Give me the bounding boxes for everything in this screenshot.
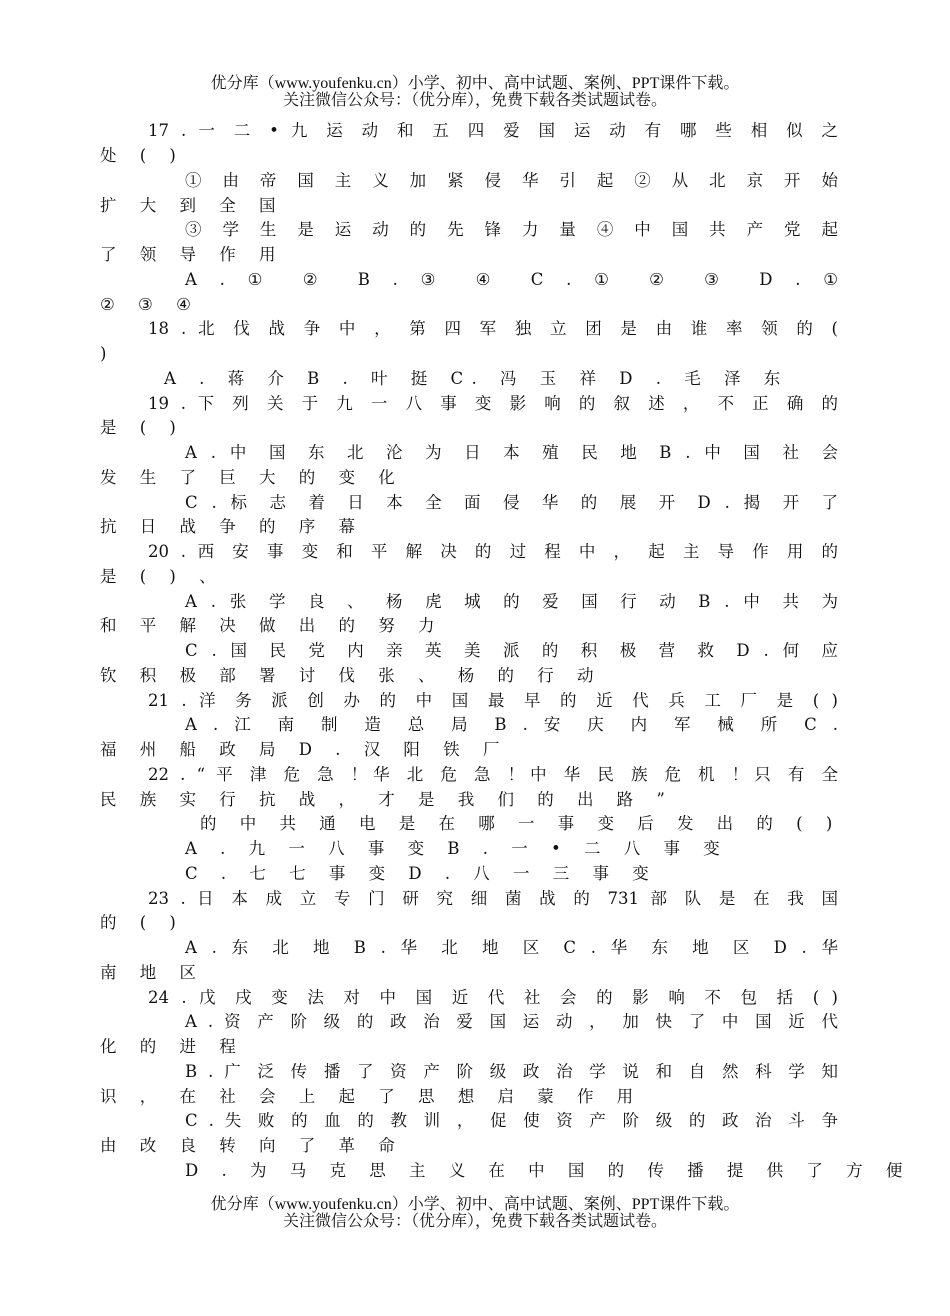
q22-options-ab: A . 九 一 八 事 变 B . 一 • 二 八 事 变 [185, 839, 729, 858]
q20-options-ab: A . 张 学 良 、 杨 虎 城 的 爱 国 行 动 B . 中 共 为 [185, 592, 838, 611]
footer-site-line: 优分库（www.youfenku.cn）小学、初中、高中试题、案例、PPT课件下载。 [210, 1196, 740, 1213]
q19-stem-cont: 是 ( ) [100, 418, 185, 437]
q20-options-cd-cont: 钦 积 极 部 署 讨 伐 张 、 杨 的 行 动 [100, 666, 603, 685]
q17-stem: 17 . 一 二 • 九 运 动 和 五 四 爱 国 运 动 有 哪 些 相 似 之 [148, 121, 838, 140]
q18-options: A . 蒋 介 B . 叶 挺 C. 冯 玉 祥 D . 毛 泽 东 [164, 369, 790, 388]
q23-options: A . 东 北 地 B . 华 北 地 区 C . 华 东 地 区 D . 华 [185, 938, 838, 957]
q20-options-ab-cont: 和 平 解 决 做 出 的 努 力 [100, 616, 444, 635]
q18-stem-cont: ) [100, 344, 116, 363]
q22-stem-cont: 民 族 实 行 抗 战 ， 才 是 我 们 的 出 路 ” [100, 790, 674, 809]
q19-options-cd: C . 标 志 着 日 本 全 面 侵 华 的 展 开 D . 揭 开 了 [185, 493, 838, 512]
footer-wechat-line: 关注微信公众号：（优分库），免费下载各类试题试卷。 [282, 1213, 667, 1230]
q23-options-cont: 南 地 区 [100, 963, 205, 982]
q19-options-ab: A . 中 国 东 北 沦 为 日 本 殖 民 地 B . 中 国 社 会 [185, 443, 838, 462]
q22-stem: 22 . “ 平 津 危 急 ！华 北 危 急 ！中 华 民 族 危 机 ！只 有 全 [148, 765, 838, 784]
q23-stem-cont: 的 ( ) [100, 913, 185, 932]
q19-options-cd-cont: 抗 日 战 争 的 序 幕 [100, 517, 364, 536]
q24-option-b-cont: 识 ， 在 社 会 上 起 了 思 想 启 蒙 作 用 [100, 1087, 643, 1106]
q24-option-b: B . 广 泛 传 播 了 资 产 阶 级 政 治 学 说 和 自 然 科 学 知 [185, 1062, 838, 1081]
q21-options-cont: 福 州 船 政 局 D . 汉 阳 铁 厂 [100, 740, 509, 759]
q17-item-1-2: ① 由 帝 国 主 义 加 紧 侵 华 引 起 ② 从 北 京 开 始 [185, 171, 838, 190]
q20-stem-cont: 是 ( ) 、 [100, 567, 225, 586]
q17-options: A . ① ② B . ③ ④ C . ① ② ③ D . ① [185, 270, 838, 289]
q21-options: A . 江 南 制 造 总 局 B . 安 庆 内 军 械 所 C . [185, 715, 838, 734]
q24-option-a: A . 资 产 阶 级 的 政 治 爱 国 运 动 ， 加 快 了 中 国 近 代 [185, 1012, 838, 1031]
q24-option-c: C . 失 败 的 血 的 教 训 ， 促 使 资 产 阶 级 的 政 治 斗 争 [185, 1111, 838, 1130]
q20-stem: 20 . 西 安 事 变 和 平 解 决 的 过 程 中 ， 起 主 导 作 用 的 [148, 542, 838, 561]
page-header [0, 75, 950, 109]
page-footer [0, 1196, 950, 1230]
q19-stem: 19 . 下 列 关 于 九 一 八 事 变 影 响 的 叙 述 ， 不 正 确 的 [148, 394, 838, 413]
q24-stem: 24 . 戊 戌 变 法 对 中 国 近 代 社 会 的 影 响 不 包 括 ( ) [148, 988, 838, 1007]
header-site-line: 优分库（www.youfenku.cn）小学、初中、高中试题、案例、PPT课件下载。 [210, 75, 740, 92]
header-wechat-line: 关注微信公众号：（优分库），免费下载各类试题试卷。 [282, 92, 667, 109]
q21-stem: 21 . 洋 务 派 创 办 的 中 国 最 早 的 近 代 兵 工 厂 是 ( ) [148, 691, 838, 710]
q17-item-4-cont: 了 领 导 作 用 [100, 245, 285, 264]
q22-options-cd: C . 七 七 事 变 D . 八 一 三 事 变 [185, 864, 658, 883]
q17-item-2-cont: 扩 大 到 全 国 [100, 196, 285, 215]
q24-option-c-cont: 由 改 良 转 向 了 革 命 [100, 1136, 404, 1155]
q19-options-ab-cont: 发 生 了 巨 大 的 变 化 [100, 468, 404, 487]
q17-stem-cont: 处 ( ) [100, 146, 185, 165]
q24-option-d: D . 为 马 克 思 主 义 在 中 国 的 传 播 提 供 了 方 便 [185, 1161, 912, 1180]
q24-option-a-cont: 化 的 进 程 [100, 1037, 245, 1056]
q18-stem: 18 . 北 伐 战 争 中 ， 第 四 军 独 立 团 是 由 谁 率 领 的 ( [148, 319, 838, 338]
q20-options-cd: C . 国 民 党 内 亲 英 美 派 的 积 极 营 救 D . 何 应 [185, 641, 838, 660]
q17-options-cont: ② ③ ④ [100, 295, 200, 314]
q23-stem: 23 . 日 本 成 立 专 门 研 究 细 菌 战 的 731 部 队 是 在 我 国 [148, 889, 838, 908]
q17-item-3-4: ③ 学 生 是 运 动 的 先 锋 力 量 ④ 中 国 共 产 党 起 [185, 220, 838, 239]
q22-stem-cont-2: 的 中 共 通 电 是 在 哪 一 事 变 后 发 出 的 ( ) [200, 814, 842, 833]
